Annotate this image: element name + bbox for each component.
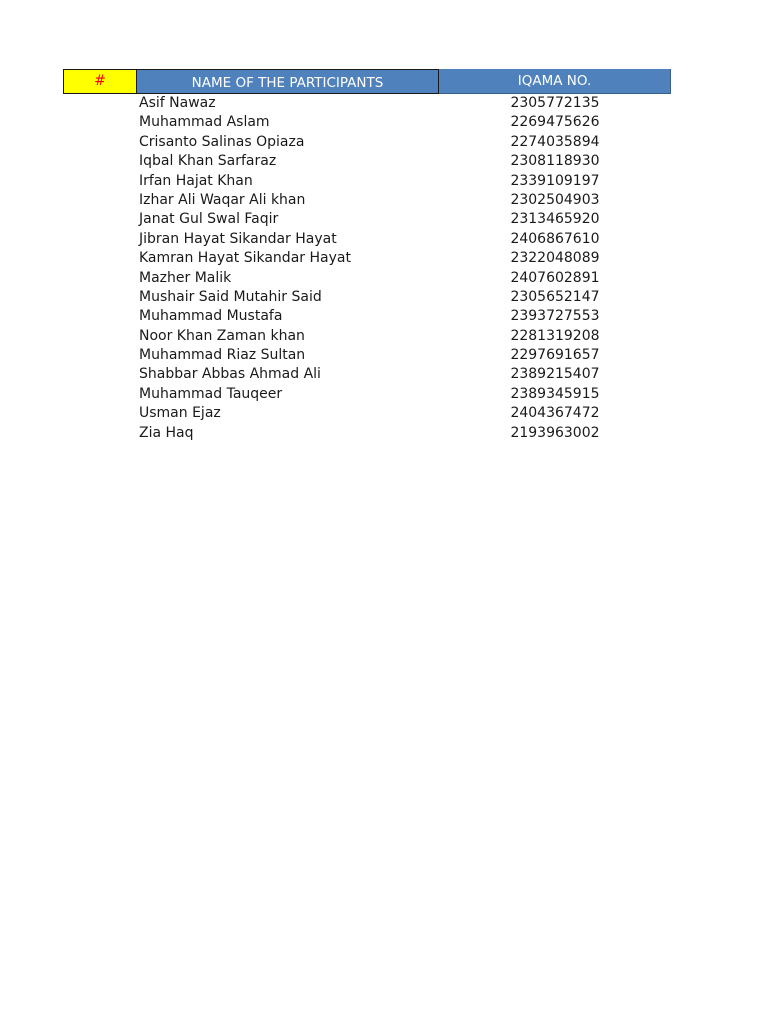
name-column-header: NAME OF THE PARTICIPANTS	[137, 69, 439, 94]
table-row	[63, 191, 671, 210]
participants-table	[63, 69, 671, 443]
iqama-number-cell: 2389345915	[510, 385, 600, 402]
participant-name-cell: Muhammad Aslam	[139, 114, 270, 131]
iqama-number-cell: 2393727553	[510, 308, 600, 325]
row-number-cell	[63, 288, 139, 307]
participant-name-cell: Muhammad Mustafa	[139, 308, 283, 325]
iqama-number-cell: 2308118930	[510, 153, 600, 170]
row-number-cell	[63, 230, 139, 249]
participant-name-cell: Izhar Ali Waqar Ali khan	[139, 191, 306, 208]
table-row	[63, 210, 671, 229]
row-number-cell	[63, 424, 139, 443]
participant-name-cell: Usman Ejaz	[139, 405, 221, 422]
iqama-number-cell: 2297691657	[510, 347, 600, 364]
row-number-cell	[63, 133, 139, 152]
iqama-number-cell: 2322048089	[510, 250, 600, 267]
row-number-cell	[63, 307, 139, 326]
row-number-cell	[63, 327, 139, 346]
table-row	[63, 288, 671, 307]
participant-name-cell: Noor Khan Zaman khan	[139, 327, 305, 344]
row-number-cell	[63, 385, 139, 404]
table-row	[63, 424, 671, 443]
iqama-number-cell: 2281319208	[510, 327, 600, 344]
table-row	[63, 365, 671, 384]
participant-name-cell: Shabbar Abbas Ahmad Ali	[139, 366, 321, 383]
table-header-row	[63, 69, 671, 94]
iqama-number-cell: 2302504903	[510, 191, 600, 208]
participant-name-cell: Crisanto Salinas Opiaza	[139, 133, 305, 150]
number-column-header: #	[63, 69, 137, 94]
table-row	[63, 327, 671, 346]
iqama-number-cell: 2313465920	[510, 211, 600, 228]
participant-name-cell: Muhammad Riaz Sultan	[139, 347, 306, 364]
participant-name-cell: Mushair Said Mutahir Said	[139, 288, 322, 305]
row-number-cell	[63, 113, 139, 132]
table-row	[63, 385, 671, 404]
iqama-number-cell: 2406867610	[510, 230, 600, 247]
participant-name-cell: Irfan Hajat Khan	[139, 172, 253, 189]
row-number-cell	[63, 191, 139, 210]
iqama-number-cell: 2389215407	[510, 366, 600, 383]
table-row	[63, 113, 671, 132]
iqama-column-header: IQAMA NO.	[439, 69, 671, 94]
row-number-cell	[63, 404, 139, 423]
participant-name-cell: Kamran Hayat Sikandar Hayat	[139, 250, 351, 267]
participant-name-cell: Janat Gul Swal Faqir	[139, 211, 279, 228]
row-number-cell	[63, 269, 139, 288]
table-row	[63, 307, 671, 326]
row-number-cell	[63, 152, 139, 171]
iqama-number-cell: 2407602891	[510, 269, 600, 286]
table-row	[63, 249, 671, 268]
iqama-number-cell: 2193963002	[510, 424, 600, 441]
participant-name-cell: Asif Nawaz	[139, 95, 216, 111]
iqama-number-cell: 2305652147	[510, 288, 600, 305]
iqama-number-cell: 2269475626	[510, 114, 600, 131]
table-row	[63, 230, 671, 249]
table-row	[63, 94, 671, 113]
participant-name-cell: Mazher Malik	[139, 269, 232, 286]
row-number-cell	[63, 249, 139, 268]
row-number-cell	[63, 365, 139, 384]
participant-name-cell: Muhammad Tauqeer	[139, 385, 283, 402]
iqama-number-cell: 2305772135	[510, 95, 600, 111]
table-row	[63, 346, 671, 365]
participant-name-cell: Jibran Hayat Sikandar Hayat	[139, 230, 337, 247]
table-row	[63, 133, 671, 152]
participant-name-cell: Iqbal Khan Sarfaraz	[139, 153, 277, 170]
row-number-cell	[63, 210, 139, 229]
table-row	[63, 404, 671, 423]
iqama-number-cell: 2404367472	[510, 405, 600, 422]
participant-name-cell: Zia Haq	[139, 424, 194, 441]
row-number-cell	[63, 346, 139, 365]
iqama-number-cell: 2274035894	[510, 133, 600, 150]
table-row	[63, 152, 671, 171]
table-row	[63, 172, 671, 191]
iqama-number-cell: 2339109197	[510, 172, 600, 189]
table-body	[63, 94, 671, 443]
table-row	[63, 269, 671, 288]
row-number-cell	[63, 172, 139, 191]
row-number-cell	[63, 94, 139, 113]
